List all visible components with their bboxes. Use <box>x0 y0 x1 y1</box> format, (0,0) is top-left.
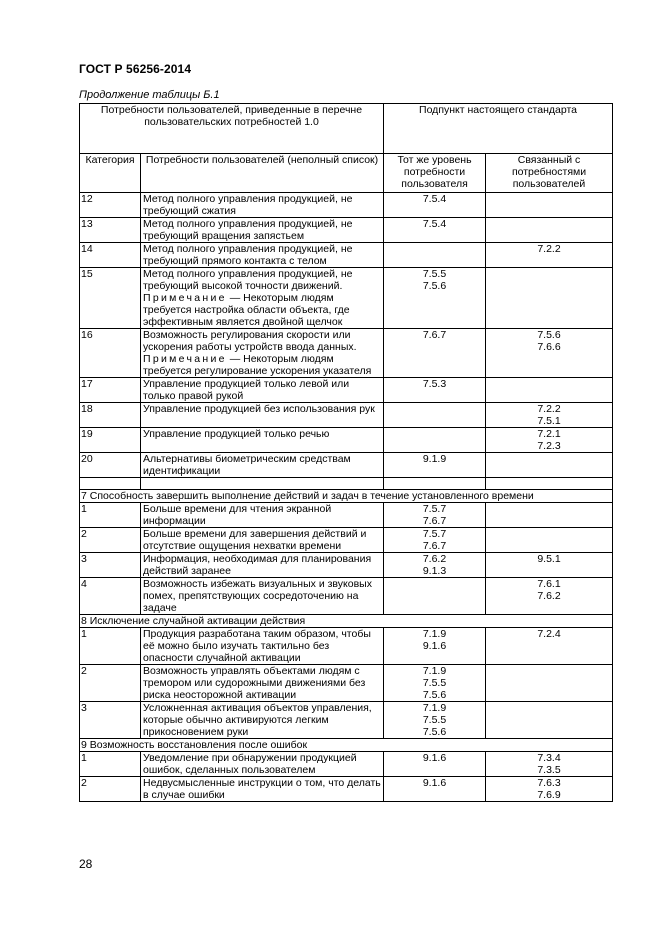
note-text: — Некоторым людям требуется настройка области объекта, где эффективным является двойной щелчок <box>143 292 350 328</box>
table-row <box>80 553 613 578</box>
same-level-refs <box>384 218 486 243</box>
user-need <box>141 503 384 528</box>
category-number: 19 <box>80 428 141 453</box>
table-row <box>80 752 613 777</box>
related-refs <box>486 578 613 615</box>
table-row <box>80 777 613 802</box>
user-need <box>141 218 384 243</box>
requirements-table <box>79 103 613 802</box>
user-need <box>141 752 384 777</box>
clause-ref: 7.5.4 <box>422 218 447 230</box>
header-user-needs-group: Потребности пользователей, приведенные в перечне пользовательских потребностей 1.0 <box>80 104 384 154</box>
section-title: 9 Возможность восстановления после ошибок <box>80 739 613 752</box>
user-need <box>141 628 384 665</box>
page-number: 28 <box>79 857 93 871</box>
header-user-needs: Потребности пользователей (неполный список) <box>141 154 384 193</box>
table-row <box>80 665 613 702</box>
same-level-refs <box>384 243 486 268</box>
same-level-refs <box>384 628 486 665</box>
table-row <box>80 628 613 665</box>
same-level-refs <box>384 553 486 578</box>
same-level-refs <box>384 578 486 615</box>
clause-ref: 7.6.1 <box>537 578 561 590</box>
same-level-refs <box>384 329 486 378</box>
user-need-text: Управление продукцией без использования рук <box>143 403 375 415</box>
table-row <box>80 193 613 218</box>
header-related: Связанный с потребностями пользователей <box>486 154 613 193</box>
related-refs <box>486 528 613 553</box>
empty-cell <box>141 478 384 490</box>
clause-ref: 7.3.5 <box>537 764 561 776</box>
user-need <box>141 528 384 553</box>
user-need-text: Альтернативы биометрическим средствам идентификации <box>143 453 351 477</box>
clause-ref: 7.5.4 <box>422 193 447 205</box>
user-need <box>141 193 384 218</box>
note-label: Примечание <box>143 353 227 365</box>
header-same-level: Тот же уровень потребности пользователя <box>384 154 486 193</box>
clause-ref: 7.5.5 <box>422 268 447 280</box>
table-row <box>80 528 613 553</box>
category-number: 1 <box>80 752 141 777</box>
section-row <box>80 739 613 752</box>
clause-ref: 7.1.9 <box>422 628 447 640</box>
related-refs <box>486 193 613 218</box>
related-refs <box>486 329 613 378</box>
clause-ref: 9.1.6 <box>422 752 447 764</box>
user-need <box>141 553 384 578</box>
user-need-text: Метод полного управления продукцией, не требующий сжатия <box>143 193 353 217</box>
category-number: 3 <box>80 553 141 578</box>
user-need <box>141 268 384 329</box>
table-header-row-2 <box>80 154 613 193</box>
user-need-text: Недвусмысленные инструкции о том, что делать в случае ошибки <box>143 777 381 801</box>
user-need-text: Управление продукцией только речью <box>143 428 330 440</box>
clause-ref: 7.5.6 <box>422 280 447 292</box>
same-level-refs <box>384 403 486 428</box>
table-row <box>80 378 613 403</box>
user-need-text: Возможность управлять объектами людям с тремором или судорожными движениями без риска неосторожной активации <box>143 665 366 701</box>
user-need-text: Больше времени для завершения действий и отсутствие ощущения нехватки времени <box>143 528 367 552</box>
table-row <box>80 218 613 243</box>
user-need-text: Метод полного управления продукцией, не требующий прямого контакта с телом <box>143 243 353 267</box>
related-refs <box>486 553 613 578</box>
category-number: 2 <box>80 777 141 802</box>
table-row <box>80 329 613 378</box>
note-text: — Некоторым людям требуется регулирование ускорения указателя <box>143 353 372 377</box>
clause-ref: 7.1.9 <box>422 665 447 677</box>
same-level-refs <box>384 503 486 528</box>
category-number: 1 <box>80 628 141 665</box>
section-title: 8 Исключение случайной активации действия <box>80 615 613 628</box>
user-need <box>141 403 384 428</box>
clause-ref: 9.1.3 <box>422 565 447 577</box>
user-need <box>141 428 384 453</box>
table-header-row-1 <box>80 104 613 154</box>
category-number: 1 <box>80 503 141 528</box>
section-row <box>80 490 613 503</box>
clause-ref: 7.5.3 <box>422 378 447 390</box>
related-refs <box>486 702 613 739</box>
clause-ref: 7.2.4 <box>537 628 561 640</box>
user-need-text: Информация, необходимая для планирования действий заранее <box>143 553 372 577</box>
category-number: 2 <box>80 528 141 553</box>
clause-ref: 7.5.6 <box>422 689 447 701</box>
clause-ref: 7.5.5 <box>422 714 447 726</box>
user-need-text: Уведомление при обнаружении продукцией ошибок, сделанных пользователем <box>143 752 357 776</box>
clause-ref: 7.6.7 <box>422 515 447 527</box>
clause-ref: 9.1.6 <box>422 777 447 789</box>
category-number: 14 <box>80 243 141 268</box>
table-row <box>80 702 613 739</box>
category-number: 3 <box>80 702 141 739</box>
clause-ref: 7.5.7 <box>422 503 447 515</box>
same-level-refs <box>384 193 486 218</box>
clause-ref: 7.6.9 <box>537 789 561 801</box>
clause-ref: 7.2.2 <box>537 243 561 255</box>
category-number: 4 <box>80 578 141 615</box>
same-level-refs <box>384 428 486 453</box>
user-need-text: Управление продукцией только левой или только правой рукой <box>143 378 350 402</box>
related-refs <box>486 428 613 453</box>
same-level-refs <box>384 528 486 553</box>
table-row <box>80 453 613 478</box>
same-level-refs <box>384 777 486 802</box>
clause-ref: 7.5.1 <box>537 415 561 427</box>
user-need <box>141 578 384 615</box>
user-need <box>141 243 384 268</box>
table-row <box>80 428 613 453</box>
clause-ref: 7.6.3 <box>537 777 561 789</box>
same-level-refs <box>384 378 486 403</box>
empty-cell <box>384 478 486 490</box>
section-row <box>80 615 613 628</box>
category-number: 2 <box>80 665 141 702</box>
user-need <box>141 777 384 802</box>
clause-ref: 7.5.5 <box>422 677 447 689</box>
clause-ref: 9.5.1 <box>537 553 561 565</box>
user-need-text: Больше времени для чтения экранной информации <box>143 503 332 527</box>
category-number: 13 <box>80 218 141 243</box>
category-number: 17 <box>80 378 141 403</box>
related-refs <box>486 218 613 243</box>
user-need-text: Возможность избежать визуальных и звуковых помех, препятствующих сосредоточению на задаче <box>143 578 372 614</box>
same-level-refs <box>384 665 486 702</box>
clause-ref: 7.6.2 <box>537 590 561 602</box>
spacer-row <box>80 478 613 490</box>
related-refs <box>486 268 613 329</box>
related-refs <box>486 503 613 528</box>
document-code: ГОСТ Р 56256-2014 <box>79 62 192 76</box>
user-need <box>141 378 384 403</box>
category-number: 18 <box>80 403 141 428</box>
user-need-text: Продукция разработана таким образом, чтобы её можно было изучать тактильно без опасности случайной активации <box>143 628 371 664</box>
category-number: 12 <box>80 193 141 218</box>
user-need <box>141 329 384 378</box>
clause-ref: 7.5.6 <box>422 726 447 738</box>
related-refs <box>486 777 613 802</box>
clause-ref: 7.6.7 <box>422 540 447 552</box>
user-need <box>141 702 384 739</box>
clause-ref: 7.2.1 <box>537 428 561 440</box>
user-need <box>141 453 384 478</box>
clause-ref: 7.3.4 <box>537 752 561 764</box>
same-level-refs <box>384 268 486 329</box>
table-row <box>80 503 613 528</box>
section-title: 7 Способность завершить выполнение действий и задач в течение установленного времени <box>80 490 613 503</box>
clause-ref: 7.6.2 <box>422 553 447 565</box>
table-row <box>80 578 613 615</box>
related-refs <box>486 403 613 428</box>
user-need-text: Метод полного управления продукцией, не требующий высокой точности движений. <box>143 268 353 292</box>
empty-cell <box>486 478 613 490</box>
user-need-text: Возможность регулирования скорости или ускорения работы устройств ввода данных. <box>143 329 357 353</box>
category-number: 15 <box>80 268 141 329</box>
empty-cell <box>80 478 141 490</box>
header-clause-group: Подпункт настоящего стандарта <box>384 104 613 154</box>
clause-ref: 9.1.6 <box>422 640 447 652</box>
category-number: 20 <box>80 453 141 478</box>
related-refs <box>486 628 613 665</box>
same-level-refs <box>384 702 486 739</box>
related-refs <box>486 752 613 777</box>
related-refs <box>486 378 613 403</box>
related-refs <box>486 243 613 268</box>
header-category: Категория <box>80 154 141 193</box>
same-level-refs <box>384 752 486 777</box>
user-need-text: Метод полного управления продукцией, не требующий вращения запястьем <box>143 218 353 242</box>
category-number: 16 <box>80 329 141 378</box>
related-refs <box>486 453 613 478</box>
clause-ref: 7.2.2 <box>537 403 561 415</box>
clause-ref: 9.1.9 <box>422 453 447 465</box>
same-level-refs <box>384 453 486 478</box>
note-label: Примечание <box>143 292 227 304</box>
clause-ref: 7.6.7 <box>422 329 447 341</box>
clause-ref: 7.5.7 <box>422 528 447 540</box>
user-need <box>141 665 384 702</box>
user-need-text: Усложненная активация объектов управления, которые обычно активируются легким прикосновением руки <box>143 702 372 738</box>
related-refs <box>486 665 613 702</box>
table-row <box>80 403 613 428</box>
clause-ref: 7.5.6 <box>537 329 561 341</box>
table-caption: Продолжение таблицы Б.1 <box>79 89 220 101</box>
clause-ref: 7.2.3 <box>537 440 561 452</box>
table-row <box>80 243 613 268</box>
clause-ref: 7.1.9 <box>422 702 447 714</box>
table-row <box>80 268 613 329</box>
clause-ref: 7.6.6 <box>537 341 561 353</box>
